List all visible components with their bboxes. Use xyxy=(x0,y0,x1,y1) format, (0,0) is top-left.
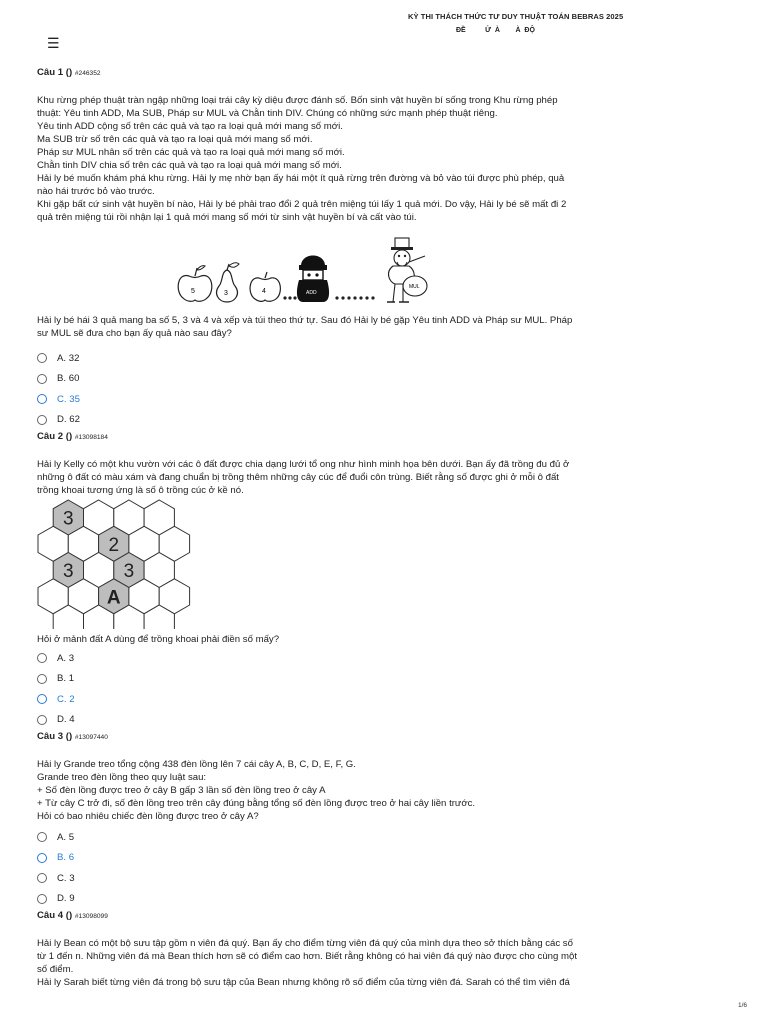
radio-button[interactable] xyxy=(37,394,47,404)
add-label: ADD xyxy=(306,290,317,296)
radio-button[interactable] xyxy=(37,674,47,684)
question-1 xyxy=(37,66,577,430)
q2-option-c[interactable]: C. 2 xyxy=(37,689,577,710)
exam-content xyxy=(37,66,577,989)
q3-option-c[interactable]: C. 3 xyxy=(37,868,577,889)
hex-cell-label: A xyxy=(106,587,121,609)
fruit-4-icon xyxy=(250,272,280,301)
q1-option-d[interactable]: D. 62 xyxy=(37,410,577,431)
radio-button[interactable] xyxy=(37,653,47,663)
question-4-heading xyxy=(37,909,577,923)
question-3-options xyxy=(37,827,577,909)
q3-option-a[interactable]: A. 5 xyxy=(37,827,577,848)
question-1-options xyxy=(37,348,577,430)
q2-option-b[interactable]: B. 1 xyxy=(37,669,577,690)
question-2 xyxy=(37,430,577,730)
radio-button[interactable] xyxy=(37,873,47,883)
question-4 xyxy=(37,909,577,989)
q1-option-c[interactable]: C. 35 xyxy=(37,389,577,410)
radio-button[interactable] xyxy=(37,853,47,863)
question-2-options xyxy=(37,648,577,730)
q1-option-b[interactable]: B. 60 xyxy=(37,369,577,390)
question-3-body: Hải ly Grande treo tổng cộng 438 đèn lồng lên 7 cái cây A, B, C, D, E, F, G. Grande treo đèn lồng theo quy luật sau: + Số đèn lồng được treo ở cây B gấp 3 lần số đèn lồng treo ở cây A + Từ cây C trở đi, số đèn lồng treo trên cây đúng bằng tổng số đèn lồng được treo ở hai cây liền trước. Hỏi có bao nhiêu chiếc đèn lồng được treo ở cây A? xyxy=(37,759,476,822)
path-dots-2 xyxy=(335,296,374,299)
path-dots xyxy=(283,296,296,299)
question-4-body: Hải ly Bean có một bộ sưu tập gồm n viên đá quý. Bạn ấy cho điểm từng viên đá quý của mình dựa theo sở thích bằng các số từ 1 đến n. Những viên đá mà Bean thích hơn sẽ có điểm cao hơn. Biết rằng không có hai viên đá quý nào được cho cùng một số điểm. Hải ly Sarah biết từng viên đá trong bộ sưu tập của Bean nhưng không rõ số điểm của từng viên đá. Sarah có thể tìm viên đá xyxy=(37,938,578,988)
radio-button[interactable] xyxy=(37,832,47,842)
question-4-id: #13098099 xyxy=(74,913,108,920)
radio-button[interactable] xyxy=(37,715,47,725)
question-2-prompt: Hỏi ở mảnh đất A dùng để trồng khoai phải điền số mấy? xyxy=(37,634,280,645)
page-number: 1/6 xyxy=(737,1002,747,1009)
question-4-label: Câu 4 () xyxy=(37,910,73,921)
q3-option-b[interactable]: B. 6 xyxy=(37,848,577,869)
question-1-prompt: Hải ly bé hái 3 quả mang ba số 5, 3 và 4 và xếp và túi theo thứ tự. Sau đó Hải ly bé gặp Yêu tinh ADD và Pháp sư MUL. Pháp sư MUL sẽ đưa cho bạn ấy quả nào sau đây? xyxy=(37,315,573,339)
hex-cell-label: 2 xyxy=(108,534,120,556)
question-2-id: #13098184 xyxy=(74,434,108,441)
radio-button[interactable] xyxy=(37,353,47,363)
question-1-body: Khu rừng phép thuật tràn ngập những loại trái cây kỳ diệu được đánh số. Bốn sinh vật huyền bí sống trong Khu rừng phép thuật: Yêu tinh ADD, Ma SUB, Pháp sư MUL và Chằn tinh DIV. Chúng có những sức mạnh phép thuật riêng. Yêu tinh ADD cộng số trên các quả và tạo ra loại quả mới mang số mới. Ma SUB trừ số trên các quả và tạo ra loại quả mới mang số mới. Pháp sư MUL nhân số trên các quả và tạo ra loại quả mới mang số mới. Chằn tinh DIV chia số trên các quả và tạo ra loại quả mới mang số mới. Hải ly bé muốn khám phá khu rừng. Hải ly mẹ nhờ bạn ấy hái một ít quả rừng trên đường và bỏ vào túi được phù phép, quả nào hái trước bỏ vào trước. Khi gặp bất cứ sinh vật huyền bí nào, Hải ly bé phải trao đổi 2 quả trên miệng túi lấy 1 quả mới. Do vậy, Hải ly bé sẽ mất đi 2 quả trên miệng túi rồi nhận lại 1 quả mới mang số mới từ sinh vật huyền bí và cất vào túi. xyxy=(37,95,567,223)
question-3 xyxy=(37,730,577,909)
exam-subtitle: ĐỀ Ứ À À ĐỘ xyxy=(456,27,535,34)
mul-label: MUL xyxy=(409,284,420,290)
hex-cell-label: 3 xyxy=(63,508,74,530)
question-1-label: Câu 1 () xyxy=(37,67,73,78)
question-2-heading xyxy=(37,430,577,444)
fruit-3-label: 3 xyxy=(224,290,228,297)
radio-button[interactable] xyxy=(37,415,47,425)
radio-button[interactable] xyxy=(37,694,47,704)
q1-option-a[interactable]: A. 32 xyxy=(37,348,577,369)
question-1-id: #246352 xyxy=(74,70,101,77)
fruit-5-label: 5 xyxy=(191,288,195,295)
question-3-heading xyxy=(37,730,577,744)
add-goblin-icon xyxy=(297,256,329,303)
question-2-body: Hải ly Kelly có một khu vườn với các ô đất được chia dạng lưới tổ ong như hình minh họa bên dưới. Bạn ấy đã trồng đu đủ ở những ô đất có màu xám và đang chuẩn bị trồng thêm những cây cúc để đuổi côn trùng. Biết rằng số được ghi ở mỗi ô đất trồng khoai tương ứng là số ô trồng cúc ở kề nó. xyxy=(37,459,570,496)
question-3-label: Câu 3 () xyxy=(37,731,73,742)
q3-option-d[interactable]: D. 9 xyxy=(37,889,577,910)
fruit-3-icon xyxy=(217,263,239,302)
fruit-5-icon xyxy=(178,266,212,302)
question-1-heading xyxy=(37,66,577,80)
fruit-4-label: 4 xyxy=(262,288,266,295)
exam-title: KỲ THI THÁCH THỨC TƯ DUY THUẬT TOÁN BEBRAS 2025 xyxy=(408,12,624,21)
q2-option-a[interactable]: A. 3 xyxy=(37,648,577,669)
honeycomb-garden-grid xyxy=(37,499,237,629)
question-2-label: Câu 2 () xyxy=(37,431,73,442)
q2-option-d[interactable]: D. 4 xyxy=(37,710,577,731)
hex-cell-label: 3 xyxy=(123,561,135,582)
radio-button[interactable] xyxy=(37,374,47,384)
question-3-id: #13097440 xyxy=(74,734,108,741)
fruit-illustration xyxy=(37,232,577,312)
hex-cell-label: 3 xyxy=(63,561,74,582)
radio-button[interactable] xyxy=(37,894,47,904)
mul-wizard-icon xyxy=(387,238,427,302)
menu-icon[interactable]: ☰ xyxy=(47,35,60,51)
